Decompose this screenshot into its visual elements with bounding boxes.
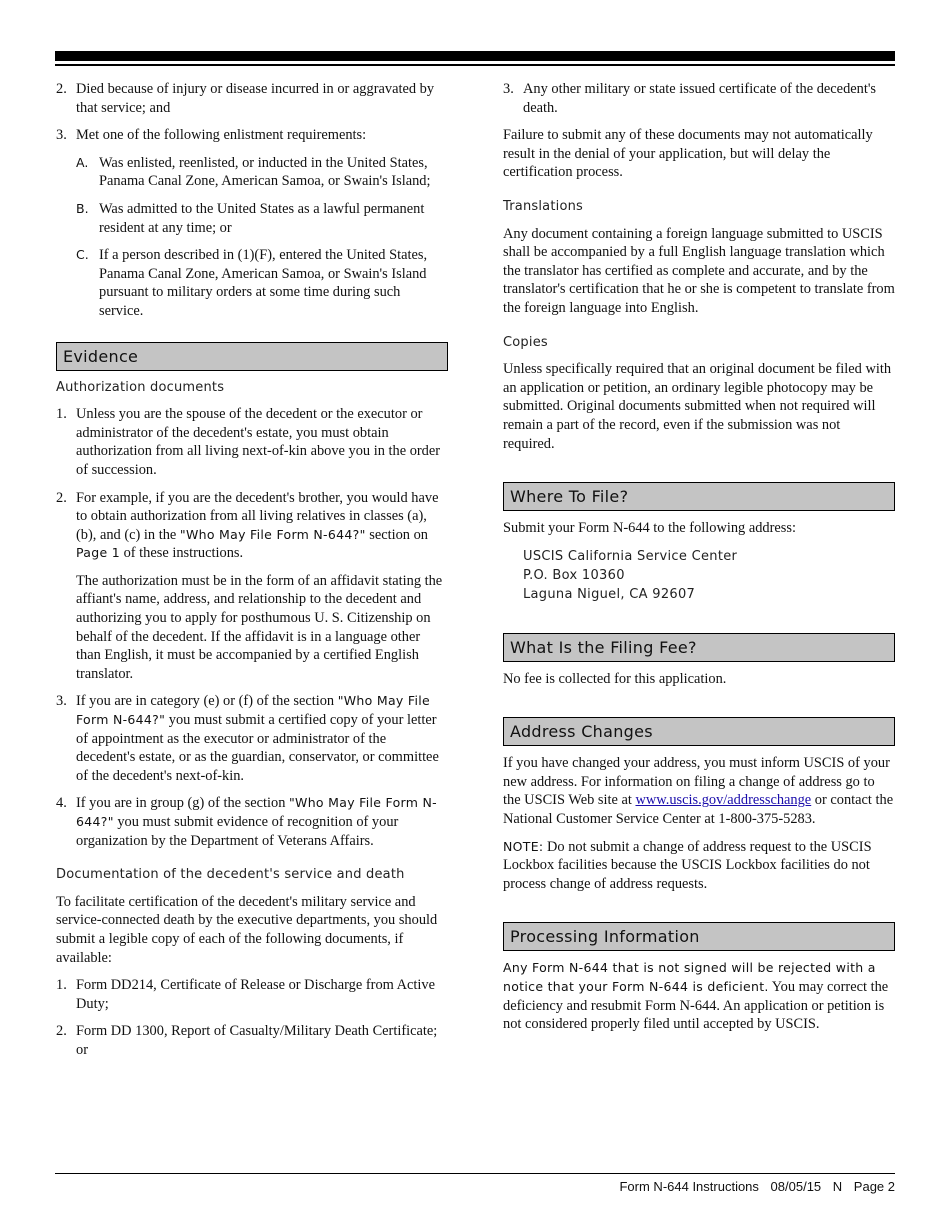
sub-list-item: B. Was admitted to the United States as a lawful permanent resident at any time; or xyxy=(76,200,425,236)
section-reference: "Who May File Form N-644?" xyxy=(76,693,431,728)
uscis-address-change-link[interactable]: www.uscis.gov/addresschange xyxy=(635,792,812,809)
right-column xyxy=(503,80,895,1043)
paragraph: If you have changed your address, you must inform USCIS of your new address. For information on filing a change of address go to the USCIS Web site at www.uscis.gov/addresschange or contact the National Customer Service Center at 1-800-375-5283. xyxy=(503,755,894,828)
section-header-processing: Processing Information xyxy=(503,922,895,951)
list-item: 3. If you are in category (e) or (f) of the section "Who May File Form N-644?" you must submit a certified copy of your letter of appointment as the executor or administrator of the decedent's estate, or as the guardian, conservator, or committee of the decedent's next-of-kin. xyxy=(56,693,439,784)
paragraph: Submit your Form N-644 to the following address: xyxy=(503,520,796,537)
note-paragraph: NOTE: Do not submit a change of address request to the USCIS Lockbox facilities because the USCIS Lockbox facilities do not process change of address requests. xyxy=(503,838,872,892)
paragraph: To facilitate certification of the decedent's military service and service-connected death by the executive departments, you should submit a legible copy of each of the following documents, if available: xyxy=(56,893,438,966)
footer-form-name: Form N-644 Instructions xyxy=(619,1179,759,1194)
page-footer xyxy=(611,1178,895,1197)
paragraph: Any document containing a foreign language submitted to USCIS shall be accompanied by a full English language translation which the translator has certified as complete and accurate, and by the translator's certification that he or she is competent to translate from the foreign language into English. xyxy=(503,225,895,316)
paragraph: Unless specifically required that an original document be filed with an application or petition, an ordinary legible photocopy may be submitted. Original documents submitted when not required will remain a part of the record, even if the submission was not required. xyxy=(503,361,892,452)
section-header-filing-fee: What Is the Filing Fee? xyxy=(503,633,895,662)
section-header-evidence: Evidence xyxy=(56,342,448,371)
page-reference: Page 1 xyxy=(76,545,120,561)
list-item: 2. For example, if you are the decedent's brother, you would have to obtain authorization from all living relatives in classes (a), (b), and (c) in the "Who May File Form N-644?" section on Page 1 of these instructions. xyxy=(56,489,439,562)
footer-page-number: Page 2 xyxy=(853,1179,895,1194)
list-item: 3. Met one of the following enlistment requirements: xyxy=(56,127,367,144)
list-item: 3. Any other military or state issued certificate of the decedent's death. xyxy=(503,81,877,116)
footer-rule xyxy=(55,1173,895,1174)
subheading-authorization: Authorization documents xyxy=(56,379,225,395)
section-header-where-to-file: Where To File? xyxy=(503,482,895,511)
mailing-address: USCIS California Service Center P.O. Box 10360 Laguna Niguel, CA 92607 xyxy=(523,548,738,602)
paragraph: Failure to submit any of these documents may not automatically result in the denial of your application, but will delay the certification process. xyxy=(503,127,873,181)
sub-list-item: A. Was enlisted, reenlisted, or inducted in the United States, Panama Canal Zone, American Samoa, or Swain's Island; xyxy=(76,154,431,190)
list-item: 1. Unless you are the spouse of the decedent or the executor or administrator of the decedent's estate, you must obtain authorization from all living next-of-kin above you in the order of succession. xyxy=(56,406,441,478)
paragraph: No fee is collected for this application. xyxy=(503,670,727,687)
section-header-address-changes: Address Changes xyxy=(503,717,895,746)
section-reference: "Who May File Form N-644?" xyxy=(76,795,437,829)
subheading-copies: Copies xyxy=(503,334,548,350)
subheading-documentation: Documentation of the decedent's service and death xyxy=(56,867,405,883)
subheading-translations: Translations xyxy=(503,198,584,214)
note-label: NOTE: xyxy=(503,838,544,854)
header-thin-rule xyxy=(55,64,895,66)
list-item: 1. Form DD214, Certificate of Release or Discharge from Active Duty; xyxy=(56,977,435,1012)
header-thick-rule xyxy=(55,51,895,61)
section-reference: "Who May File Form N-644?" xyxy=(179,526,366,542)
left-column xyxy=(56,80,448,1069)
footer-date: 08/05/15 xyxy=(770,1179,822,1194)
paragraph: The authorization must be in the form of an affidavit stating the affiant's name, address, and relationship to the decedent and authorizing you to apply for posthumous U. S. Citizenship on behalf of the decedent. If the affidavit is in a language other than English, it must be accompanied by a certified English translator. xyxy=(76,572,443,682)
list-item: 4. If you are in group (g) of the section "Who May File Form N-644?" you must submit evidence of recognition of your organization by the Department of Veterans Affairs. xyxy=(56,795,437,849)
footer-edition: N xyxy=(832,1179,843,1194)
list-item: 2. Form DD 1300, Report of Casualty/Military Death Certificate; or xyxy=(56,1023,438,1058)
paragraph: Any Form N-644 that is not signed will be rejected with a notice that your Form N-644 is deficient. You may correct the deficiency and resubmit Form N-644. An application or petition is not considered properly filed until accepted by USCIS. xyxy=(503,960,889,1033)
sub-list-item: C. If a person described in (1)(F), entered the United States, Panama Canal Zone, American Samoa, or Swain's Island pursuant to military orders at some time during such service. xyxy=(76,247,428,319)
list-item: 2. Died because of injury or disease incurred in or aggravated by that service; and xyxy=(56,81,435,116)
